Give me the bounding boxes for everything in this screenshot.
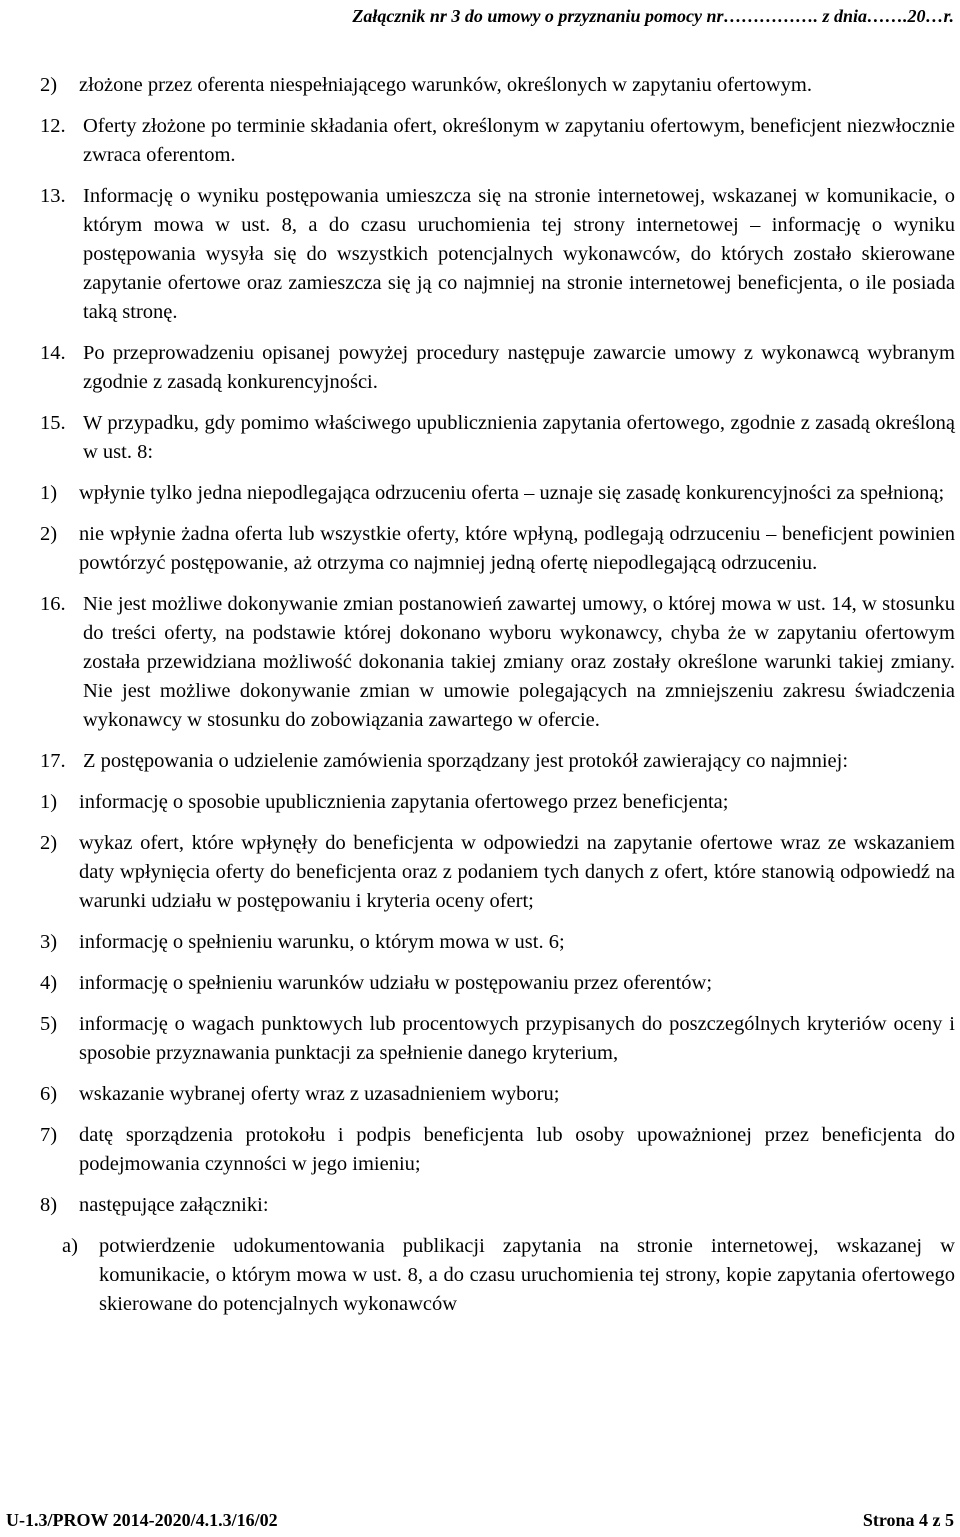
list-item-16: [40, 590, 955, 735]
list-item-17-1: [40, 788, 955, 817]
list-item-12: [40, 112, 955, 170]
item-number: 1): [40, 791, 58, 813]
item-text: Nie jest możliwe dokonywanie zmian postanowień zawartej umowy, o której mowa w ust. 14, w stosunku do treści oferty, na podstawie której dokonano wyboru wykonawcy, chyba że w zapytaniu ofertowym została przewidziana możliwość dokonania takiej zmiany oraz zostały określone warunki takiej zmiany. Nie jest możliwe dokonywanie zmian w umowie polegających na zmniejszeniu zakresu świadczenia wykonawcy w stosunku do zobowiązania zawartego w ofercie.: [83, 593, 955, 731]
item-number: 4): [40, 972, 58, 994]
item-number: 3): [40, 931, 58, 953]
item-text: złożone przez oferenta niespełniającego warunków, określonych w zapytaniu ofertowym.: [79, 74, 812, 96]
item-number: 13.: [40, 185, 66, 207]
list-item-13: [40, 182, 955, 327]
item-text: Informację o wyniku postępowania umieszcza się na stronie internetowej, wskazanej w komunikacie, o którym mowa w ust. 8, a do czasu uruchomienia tej strony internetowej – informację o wyniku postępowania wysyła się do wszystkich potencjalnych wykonawców, do których zostało skierowane zapytanie ofertowe oraz zamieszcza się ją co najmniej na stronie internetowej beneficjenta, o ile posiada taką stronę.: [83, 185, 955, 323]
item-text: Po przeprowadzeniu opisanej powyżej procedury następuje zawarcie umowy z wykonawcą wybranym zgodnie z zasadą konkurencyjności.: [83, 342, 955, 393]
item-number: 2): [40, 523, 58, 545]
list-item-15: [40, 409, 955, 467]
item-text: informację o wagach punktowych lub procentowych przypisanych do poszczególnych kryteriów oceny i sposobie przyznawania punktacji za spełnienie danego kryterium,: [79, 1013, 955, 1064]
page-header: Załącznik nr 3 do umowy o przyznaniu pomocy nr……………. z dnia…….20…r.: [352, 6, 954, 26]
list-item-17-2: [40, 829, 955, 916]
item-number: 15.: [40, 412, 66, 434]
list-item-14: [40, 339, 955, 397]
list-item-17-4: [40, 969, 955, 998]
item-text: informację o spełnieniu warunków udziału w postępowaniu przez oferentów;: [79, 972, 713, 994]
item-text: wskazanie wybranej oferty wraz z uzasadnieniem wyboru;: [79, 1083, 560, 1105]
list-item-17: [40, 747, 955, 776]
item-number: a): [62, 1235, 78, 1257]
list-item-17-3: [40, 928, 955, 957]
item-number: 12.: [40, 115, 66, 137]
item-text: nie wpłynie żadna oferta lub wszystkie oferty, które wpłyną, podlegają odrzuceniu – beneficjent powinien powtórzyć postępowanie, aż otrzyma co najmniej jedną ofertę niepodlegającą odrzuceniu.: [79, 523, 955, 574]
item-text: informację o sposobie upublicznienia zapytania ofertowego przez beneficjenta;: [79, 791, 729, 813]
item-number: 7): [40, 1124, 58, 1146]
item-number: 1): [40, 482, 58, 504]
item-number: 2): [40, 74, 58, 96]
item-number: 14.: [40, 342, 66, 364]
item-text: Oferty złożone po terminie składania ofert, określonym w zapytaniu ofertowym, beneficjent niezwłocznie zwraca oferentom.: [83, 115, 955, 166]
list-item-11-2: [40, 71, 955, 100]
item-number: 16.: [40, 593, 66, 615]
list-item-17-8: [40, 1191, 955, 1220]
list-item-17-5: [40, 1010, 955, 1068]
item-number: 5): [40, 1013, 58, 1035]
item-text: następujące załączniki:: [79, 1194, 269, 1216]
list-item-17-8-a: [62, 1232, 955, 1319]
document-body: [40, 71, 955, 1319]
list-item-17-7: [40, 1121, 955, 1179]
item-number: 2): [40, 832, 58, 854]
item-text: informację o spełnieniu warunku, o którym mowa w ust. 6;: [79, 931, 565, 953]
item-text: potwierdzenie udokumentowania publikacji zapytania na stronie internetowej, wskazanej w komunikacie, o którym mowa w ust. 8, a do czasu uruchomienia tej strony, kopie zapytania ofertowego skierowane do potencjalnych wykonawców: [99, 1235, 955, 1315]
item-text: wpłynie tylko jedna niepodlegająca odrzuceniu oferta – uznaje się zasadę konkurencyjności za spełnioną;: [79, 482, 945, 504]
item-text: W przypadku, gdy pomimo właściwego upublicznienia zapytania ofertowego, zgodnie z zasadą określoną w ust. 8:: [83, 412, 955, 463]
item-text: Z postępowania o udzielenie zamówienia sporządzany jest protokół zawierający co najmniej:: [83, 750, 849, 772]
page-footer: [6, 1510, 954, 1531]
item-number: 17.: [40, 750, 66, 772]
item-text: datę sporządzenia protokołu i podpis beneficjenta lub osoby upoważnionej przez beneficjenta do podejmowania czynności w jego imieniu;: [79, 1124, 955, 1175]
item-text: wykaz ofert, które wpłynęły do beneficjenta w odpowiedzi na zapytanie ofertowe wraz ze wskazaniem daty wpłynięcia oferty do beneficjenta oraz z podaniem tych danych z ofert, które stanowią odpowiedź na warunki udziału w postępowaniu i kryteria oceny ofert;: [79, 832, 955, 912]
list-item-17-6: [40, 1080, 955, 1109]
item-number: 8): [40, 1194, 58, 1216]
list-item-15-2: [40, 520, 955, 578]
item-number: 6): [40, 1083, 58, 1105]
list-item-15-1: [40, 479, 955, 508]
page-number: Strona 4 z 5: [862, 1510, 954, 1530]
document-code: U-1.3/PROW 2014-2020/4.1.3/16/02: [6, 1510, 278, 1530]
